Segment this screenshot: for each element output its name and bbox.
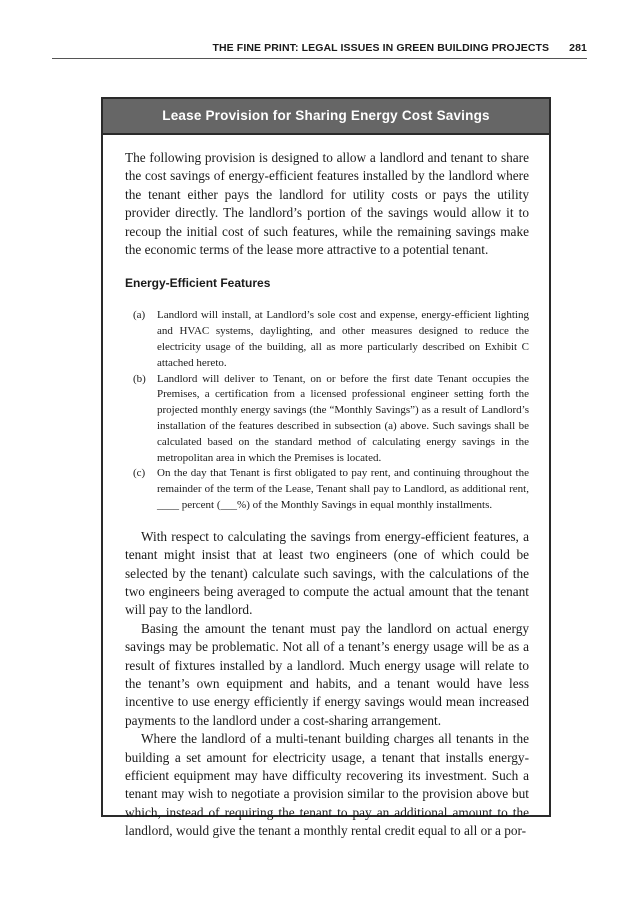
provision-item	[133, 308, 529, 371]
provision-marker: (b)	[133, 372, 146, 385]
body-text	[125, 528, 529, 841]
body-paragraph: Basing the amount the tenant must pay the landlord on actual energy savings may be problematic. Not all of a tenant’s energy usage will be as a result of fixtures installed by a landlord. Much energy usage will relate to the tenant’s own equipment and habits, and a tenant would have less incentive to use energy efficiently if energy savings would mean increased payments to the landlord under a cost-sharing arrangement.	[125, 620, 529, 728]
section-heading: Energy-Efficient Features	[125, 276, 271, 291]
provision-marker: (a)	[133, 309, 146, 322]
provision-text: Landlord will install, at Landlord’s sole cost and expense, energy-efficient lighting and HVAC systems, daylighting, and other measures designed to reduce the electricity usage of the building, all as more particularly described on Exhibit C attached hereto.	[157, 309, 529, 369]
provision-item	[133, 372, 529, 467]
running-header	[52, 42, 587, 59]
provision-text: Landlord will deliver to Tenant, on or before the first date Tenant occupies the Premises, a certification from a licensed professional engineer setting forth the projected monthly energy savings (the “Monthly Savings”) as a result of Landlord’s installation of the features described in subsection (a) above. Such savings shall be calculated based on the standard method of calculating energy savings in the metropolitan area in which the Premises is located.	[157, 372, 529, 464]
provision-text: On the day that Tenant is first obligated to pay rent, and continuing throughout the remainder of the term of the Lease, Tenant shall pay to Landlord, as additional rent, ____ percent (___%) of the Monthly Savings in equal monthly installments.	[157, 467, 529, 511]
provision-marker: (c)	[133, 467, 146, 480]
sidebar-box	[101, 97, 551, 839]
provision-item	[133, 466, 529, 513]
running-title: THE FINE PRINT: LEGAL ISSUES IN GREEN BUILDING PROJECTS	[212, 42, 550, 54]
body-paragraph: With respect to calculating the savings from energy-efficient features, a tenant might insist that at least two engineers (one of which could be selected by the tenant) calculate such savings, with the calculations of the two engineers being averaged to compute the actual amount that the tenant will pay to the landlord.	[125, 528, 529, 618]
intro-paragraph: The following provision is designed to allow a landlord and tenant to share the cost savings of energy-efficient features installed by the landlord where the tenant either pays the landlord for utility costs or pays the utility provider directly. The landlord’s portion of the savings would allow it to recoup the initial cost of such features, while the remaining savings make the economic terms of the lease more attractive to a potential tenant.	[125, 150, 529, 258]
body-paragraph: Where the landlord of a multi-tenant building charges all tenants in the building a set amount for electricity usage, a tenant that installs energy-efficient equipment may have difficulty recovering its investment. Such a tenant may wish to negotiate a provision similar to the provision above but which, instead of requiring the tenant to pay an additional amount to the landlord, would give the tenant a monthly rental credit equal to all or a por-	[125, 731, 529, 839]
provision-list	[125, 308, 529, 513]
page-number: 281	[569, 42, 587, 54]
box-content	[103, 135, 549, 841]
box-title: Lease Provision for Sharing Energy Cost Savings	[103, 99, 549, 135]
